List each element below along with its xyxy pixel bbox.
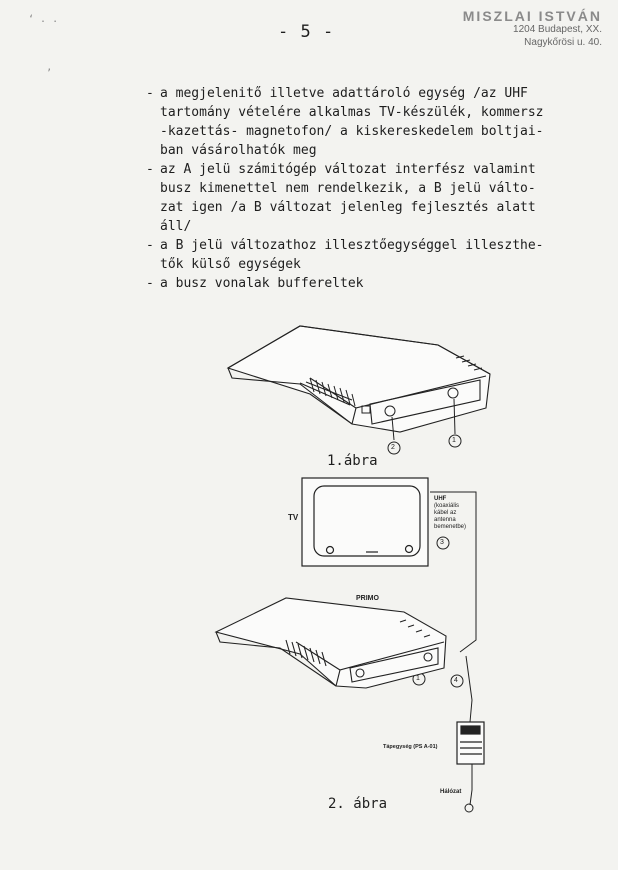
power-supply-drawing (457, 722, 484, 764)
figure2-computer-drawing (216, 598, 446, 688)
page-number: - 5 - (278, 22, 335, 42)
callout-2: 2 (391, 444, 395, 451)
bullet-dash: - (146, 276, 154, 291)
callout-3: 3 (440, 539, 444, 546)
callout-1-fig2: 1 (416, 675, 420, 682)
bullet-line: a busz vonalak buffereltek (160, 276, 364, 291)
bullet-line: áll/ (160, 219, 192, 234)
bullet-dash: - (146, 162, 154, 177)
uhf-note-line: bemenetbe) (434, 524, 467, 530)
tv-drawing (302, 478, 428, 566)
bullet-line: tők külső egységek (160, 257, 301, 272)
tv-label: TV (288, 513, 299, 522)
bullet-line: ban vásárolhatók meg (160, 143, 317, 158)
scan-side-mark: ’ (46, 68, 53, 79)
figure1-caption: 1.ábra (327, 453, 378, 469)
bullet-line: az A jelü számitógép változat interfész valamint (160, 162, 536, 177)
figure2-caption: 2. ábra (328, 796, 388, 812)
uhf-note-line: (koaxiális (434, 503, 460, 509)
bullet-line: zat igen /a B változat jelenleg fejlesztés alatt (160, 200, 536, 215)
primo-label: PRIMO (356, 595, 379, 602)
callout-4: 4 (454, 677, 458, 684)
bullet-dash: - (146, 86, 154, 101)
mains-label: Hálózat (440, 789, 462, 795)
stamp-address-line: 1204 Budapest, XX. (513, 24, 602, 35)
uhf-note-line: antenna (434, 517, 456, 523)
uhf-cable-note (434, 496, 466, 531)
stamp-name: MISZLAI ISTVÁN (462, 8, 602, 24)
bullet-line: busz kimenettel nem rendelkezik, a B jelü válto- (160, 181, 536, 196)
bullet-line: a B jelü változathoz illesztőegységgel illeszthe- (160, 238, 544, 253)
stamp-street-line: Nagykőrösi u. 40. (524, 37, 602, 48)
psu-label: Tápegység (PS A-01) (383, 744, 438, 750)
bullet-line: tartomány vételére alkalmas TV-készülék, kommersz (160, 105, 544, 120)
callout-1: 1 (452, 437, 456, 444)
bullet-dash: - (146, 238, 154, 253)
uhf-note-line: UHF (434, 496, 447, 502)
figure1-computer-drawing (228, 326, 490, 432)
bullet-line: -kazettás- magnetofon/ a kiskereskedelem boltjai- (160, 124, 544, 139)
uhf-note-line: kábel az (434, 510, 457, 516)
scan-speck-marks: ‘ . . (28, 14, 59, 25)
bullet-line: a megjelenitő illetve adattároló egység /az UHF (160, 86, 528, 101)
